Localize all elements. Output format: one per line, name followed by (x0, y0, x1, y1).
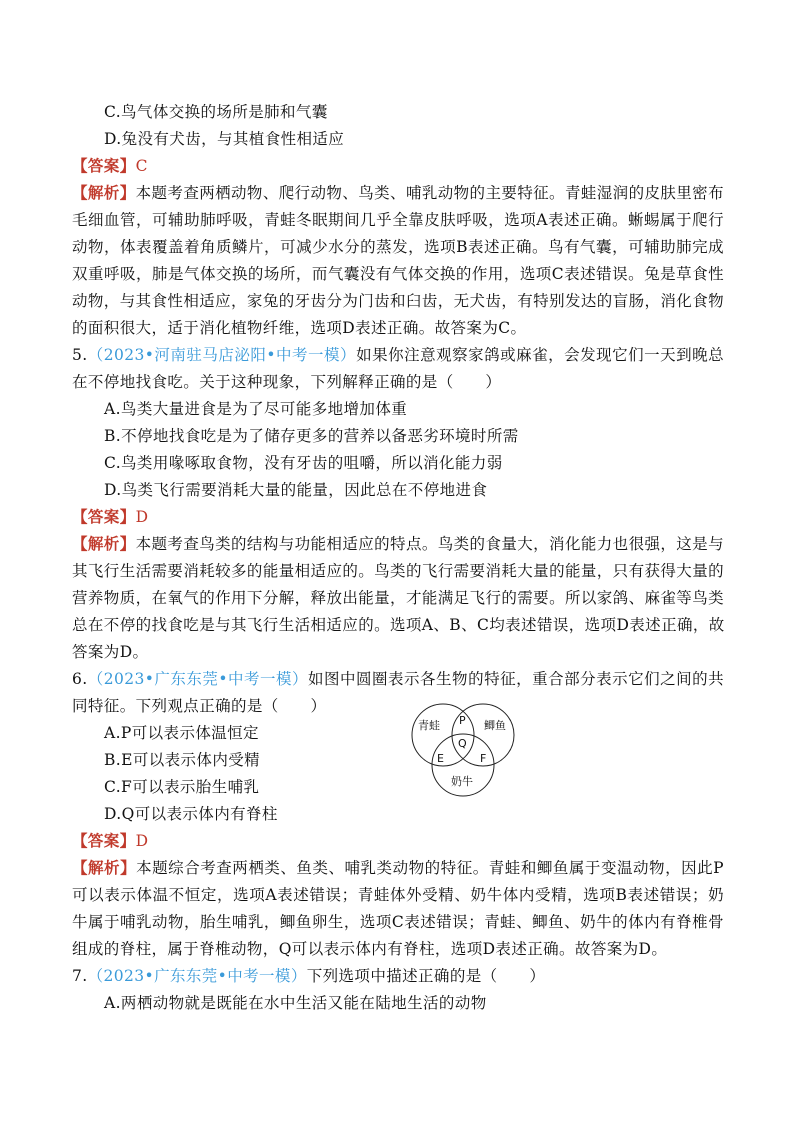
q6-answer (72, 831, 724, 851)
question-number: 6. (72, 670, 88, 688)
q6-stem-cont: 同特征。下列观点正确的是（ ） (72, 697, 327, 715)
q4-analysis-line: 动物，体表覆盖着角质鳞片，可减少水分的蒸发，选项B表述正确。鸟有气囊，可辅助肺完成 (72, 238, 724, 256)
q5-option-b: B.不停地找食吃是为了储存更多的营养以备恶劣环境时所需 (104, 427, 519, 445)
q5-analysis-line (72, 534, 724, 554)
answer-value: D (135, 832, 149, 850)
analysis-text: 本题考查两栖动物、爬行动物、鸟类、哺乳动物的主要特征。青蛙湿润的皮肤里密布 (135, 184, 724, 202)
analysis-label: 【解析】 (72, 534, 136, 553)
question-number: 5. (72, 346, 88, 364)
question-text: 如果你注意观察家鸽或麻雀，会发现它们一天到晚总 (356, 346, 724, 364)
q4-analysis-line (72, 183, 724, 203)
q4-answer (72, 156, 724, 176)
q5-option-d: D.鸟类飞行需要消耗大量的能量，因此总在不停地进食 (104, 481, 488, 499)
venn-svg (404, 702, 522, 798)
venn-label-frog: 青蛙 (418, 719, 440, 732)
q5-analysis-line: 答案为D。 (72, 643, 149, 661)
venn-region-f: F (480, 752, 487, 765)
q5-analysis-line: 总在不停的找食吃是与其飞行生活相适应的。选项A、B、C均表述错误，选项D表述正确，故 (72, 616, 725, 634)
q6-analysis-line: 牛属于哺乳动物，胎生哺乳，鲫鱼卵生，选项C表述错误；青蛙、鲫鱼、奶牛的体内有脊椎骨 (72, 913, 724, 931)
q4-analysis-line: 毛细血管，可辅助肺呼吸，青蛙冬眠期间几乎全靠皮肤呼吸，选项A表述正确。蜥蜴属于爬行 (72, 211, 724, 229)
venn-label-carp: 鲫鱼 (484, 719, 506, 732)
q6-option-c: C.F可以表示胎生哺乳 (104, 778, 260, 796)
question-source: （2023•广东东莞•中考一模） (87, 967, 307, 985)
venn-region-q: Q (458, 737, 467, 750)
venn-region-e: E (437, 752, 444, 765)
analysis-label: 【解析】 (72, 183, 136, 202)
q5-analysis-line: 其飞行生活需要消耗较多的能量相适应的。鸟类的飞行需要消耗大量的能量，只有获得大量的 (72, 562, 724, 580)
q6-analysis-line: 组成的脊柱，属于脊椎动物，Q可以表示体内有脊柱，选项D表述正确。故答案为D。 (72, 940, 668, 958)
q5-option-a: A.鸟类大量进食是为了尽可能多地增加体重 (104, 400, 408, 418)
q6-analysis-line (72, 858, 724, 878)
q7-option-a: A.两栖动物就是既能在水中生活又能在陆地生活的动物 (104, 994, 487, 1012)
answer-label: 【答案】 (72, 831, 136, 850)
q7-stem (72, 966, 724, 986)
venn-diagram (404, 702, 522, 798)
venn-region-p: P (459, 714, 466, 727)
q5-answer (72, 507, 724, 527)
answer-label: 【答案】 (72, 507, 136, 526)
analysis-text: 本题考查鸟类的结构与功能相适应的特点。鸟类的食量大，消化能力也很强，这是与 (135, 535, 724, 553)
question-source: （2023•广东东莞•中考一模） (87, 670, 309, 688)
answer-value: D (135, 508, 149, 526)
q5-stem-cont: 在不停地找食吃。关于这种现象，下列解释正确的是（ ） (72, 373, 502, 391)
q4-analysis-line: 双重呼吸，肺是气体交换的场所，而气囊没有气体交换的作用，选项C表述错误。兔是草食性 (72, 265, 724, 283)
q4-option-d: D.兔没有犬齿，与其植食性相适应 (104, 130, 345, 148)
q6-analysis-line: 可以表示体温不恒定，选项A表述错误；青蛙体外受精、奶牛体内受精，选项B表述错误；奶 (72, 886, 724, 904)
q6-option-a: A.P可以表示体温恒定 (104, 724, 259, 742)
q6-option-b: B.E可以表示体内受精 (104, 751, 261, 769)
q5-option-c: C.鸟类用喙啄取食物，没有牙齿的咀嚼，所以消化能力弱 (104, 454, 503, 472)
answer-label: 【答案】 (72, 156, 136, 175)
analysis-text: 本题综合考查两栖类、鱼类、哺乳类动物的特征。青蛙和鲫鱼属于变温动物，因此P (136, 859, 724, 877)
q4-analysis-line: 动物，与其食性相适应，家兔的牙齿分为门齿和臼齿，无犬齿，有特别发达的盲肠，消化食物 (72, 292, 724, 310)
analysis-label: 【解析】 (72, 858, 137, 877)
question-text: 下列选项中描述正确的是（ ） (306, 967, 546, 985)
question-number: 7. (72, 967, 88, 985)
q4-option-c: C.鸟气体交换的场所是肺和气囊 (104, 103, 328, 121)
answer-value: C (135, 157, 148, 175)
venn-label-cow: 奶牛 (451, 775, 473, 788)
question-source: （2023•河南驻马店泌阳•中考一模） (87, 346, 357, 364)
q6-stem (72, 669, 724, 689)
question-text: 如图中圆圈表示各生物的特征，重合部分表示它们之间的共 (308, 670, 724, 688)
q5-analysis-line: 营养物质，在氧气的作用下分解，释放出能量，才能满足飞行的需要。所以家鸽、麻雀等鸟类 (72, 589, 724, 607)
q6-option-d: D.Q可以表示体内有脊柱 (104, 805, 278, 823)
q4-analysis-line: 的面积很大，适于消化植物纤维，选项D表述正确。故答案为C。 (72, 319, 527, 337)
q5-stem (72, 345, 724, 365)
